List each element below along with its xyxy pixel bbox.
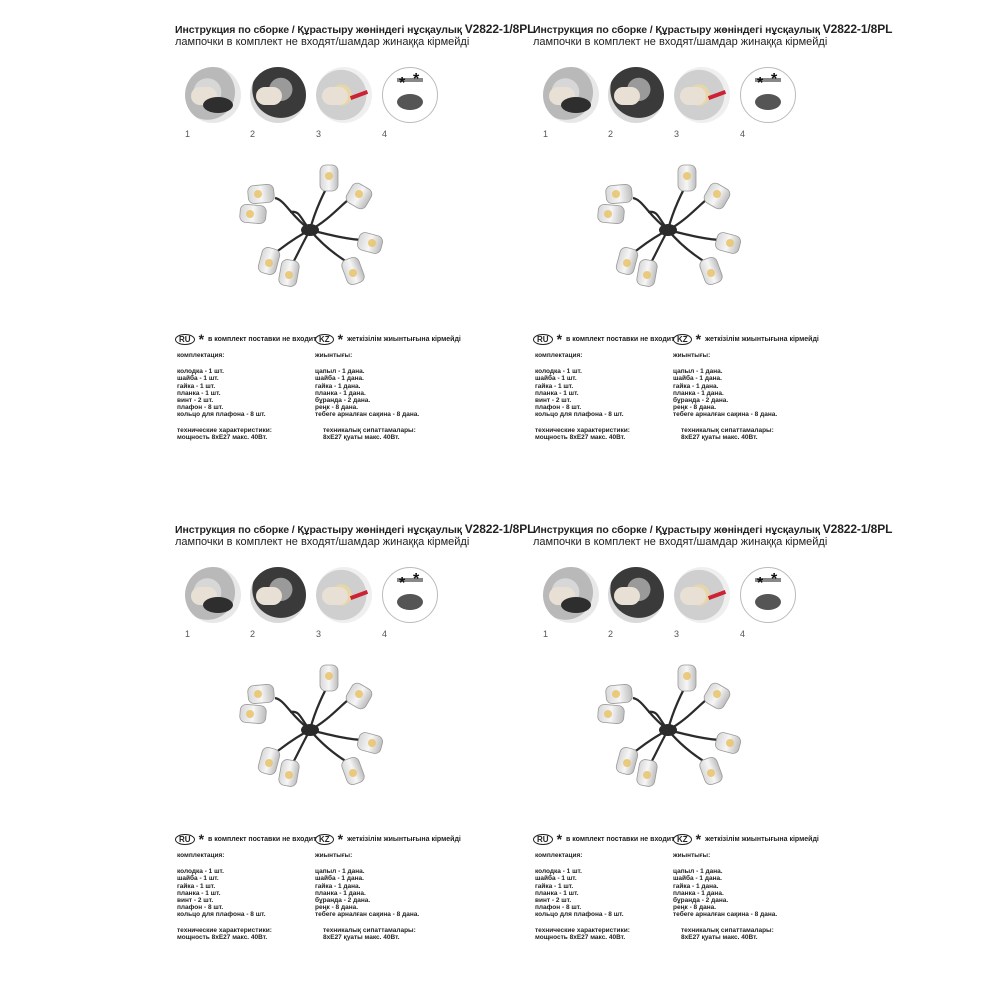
assembly-steps [543, 67, 778, 152]
list-item: планка - 1 шт. [177, 389, 221, 397]
ru-not-included-legend [533, 332, 675, 346]
assembly-steps [185, 567, 420, 652]
title-text: Инструкция по сборке / Құрастыру жөніндегі нұсқаулық [175, 24, 462, 36]
kz-tech-value: 8xE27 қуаты макс. 40Вт. [323, 433, 400, 441]
ru-flag-badge: RU [533, 834, 553, 845]
ru-contents-list [535, 852, 630, 941]
list-item: планка - 1 шт. [177, 889, 221, 897]
step-number: 1 [185, 129, 191, 139]
list-item: шайба - 1 шт. [535, 375, 577, 383]
step-number: 3 [674, 629, 680, 639]
title-text: Инструкция по сборке / Құрастыру жөніндегі нұсқаулық [533, 24, 820, 36]
kz-contents-list [673, 352, 777, 441]
title-text: Инструкция по сборке / Құрастыру жөніндегі нұсқаулық [533, 524, 820, 536]
kz-not-included-legend [315, 832, 461, 846]
asterisk-icon: * [337, 831, 344, 847]
list-item: планка - 1 шт. [535, 889, 579, 897]
step-photo-3 [316, 67, 372, 123]
list-item: реңк - 8 дана. [315, 904, 359, 912]
ru-contents-heading: комплектация: [177, 852, 225, 859]
asterisk-icon: * [198, 831, 205, 847]
kz-tech-value: 8xE27 қуаты макс. 40Вт. [323, 933, 400, 941]
step-photo-2 [250, 67, 306, 123]
step-number: 1 [543, 129, 549, 139]
step-number: 4 [382, 629, 388, 639]
list-item: гайка - 1 дана. [673, 882, 719, 890]
kz-note: жеткізілім жиынтығына кірмейді [347, 335, 461, 343]
instruction-sheet [533, 522, 1000, 962]
step-photo-4 [740, 567, 796, 623]
ru-tech-heading: технические характеристики: [535, 926, 630, 934]
step-photo-4 [382, 67, 438, 123]
ru-tech-value: мощность 8xE27 макс. 40Вт. [535, 433, 626, 441]
step-number: 4 [740, 629, 746, 639]
list-item: плафон - 8 шт. [535, 904, 582, 912]
chandelier-illustration [230, 660, 390, 790]
list-item: шайба - 1 шт. [177, 375, 219, 383]
asterisk-icon: * [556, 331, 563, 347]
list-item: колодка - 1 шт. [177, 368, 224, 376]
list-item: тебеге арналған сақина - 8 дана. [673, 411, 778, 419]
step-photo-1 [185, 67, 241, 123]
ru-note: в комплект поставки не входит [208, 335, 317, 343]
hand-icon [322, 87, 348, 105]
list-item: планка - 1 дана. [315, 889, 366, 897]
kz-tech-heading: техникалық сипаттамалары: [681, 426, 774, 434]
step-number: 2 [608, 629, 614, 639]
chandelier-illustration [588, 660, 748, 790]
kz-not-included-legend [673, 832, 819, 846]
step-number: 2 [250, 629, 256, 639]
kz-tech-value: 8xE27 қуаты макс. 40Вт. [681, 933, 758, 941]
title-text: Инструкция по сборке / Құрастыру жөніндегі нұсқаулық [175, 524, 462, 536]
ru-contents-heading: комплектация: [177, 352, 225, 359]
list-item: шайба - 1 дана. [673, 375, 722, 383]
base-plate-icon [203, 597, 233, 613]
list-item: реңк - 8 дана. [673, 404, 717, 412]
list-item: винт - 2 шт. [535, 897, 572, 905]
kz-note: жеткізілім жиынтығына кірмейді [705, 335, 819, 343]
kz-contents-list [673, 852, 777, 941]
ru-contents-list [177, 852, 272, 941]
sheet-title [175, 22, 534, 36]
list-item: кольцо для плафона - 8 шт. [177, 411, 266, 419]
instruction-sheet [533, 22, 1000, 462]
sheet-title [175, 522, 534, 536]
kz-tech-heading: техникалық сипаттамалары: [681, 926, 774, 934]
hand-icon [256, 87, 282, 105]
base-plate-icon [561, 597, 591, 613]
step-photo-3 [674, 567, 730, 623]
list-item: гайка - 1 шт. [177, 882, 216, 890]
kz-flag-badge: KZ [315, 334, 334, 345]
ru-contents-heading: комплектация: [535, 852, 583, 859]
hand-icon [256, 587, 282, 605]
kz-contents-list [315, 352, 419, 441]
list-item: бұранда - 2 дана. [673, 897, 729, 905]
list-item: плафон - 8 шт. [177, 904, 224, 912]
bulbs-not-included-note: лампочки в комплект не входят/шамдар жинаққа кірмейді [175, 536, 470, 548]
step-photo-1 [543, 67, 599, 123]
list-item: гайка - 1 шт. [177, 382, 216, 390]
list-item: цапыл - 1 дана. [315, 868, 365, 876]
asterisk-icon: * [413, 71, 420, 88]
step-number: 1 [185, 629, 191, 639]
ru-tech-heading: технические характеристики: [535, 426, 630, 434]
ru-tech-value: мощность 8xE27 макс. 40Вт. [535, 933, 626, 941]
ru-not-included-legend [175, 332, 317, 346]
ru-contents-list [535, 352, 630, 441]
wire-icon [708, 590, 726, 600]
list-item: гайка - 1 шт. [535, 882, 574, 890]
ru-note: в комплект поставки не входит [566, 335, 675, 343]
kz-contents-heading: жиынтығы: [315, 352, 353, 359]
kz-flag-badge: KZ [673, 334, 692, 345]
sheet-title [533, 22, 892, 36]
ru-flag-badge: RU [175, 834, 195, 845]
model-number: V2822-1/8PL [822, 522, 893, 536]
ru-tech-value: мощность 8xE27 макс. 40Вт. [177, 933, 268, 941]
ru-contents-list [177, 352, 272, 441]
list-item: гайка - 1 дана. [315, 882, 361, 890]
step-photo-3 [316, 567, 372, 623]
hand-icon [680, 87, 706, 105]
wire-icon [350, 590, 368, 600]
kz-contents-heading: жиынтығы: [673, 852, 711, 859]
asterisk-icon: * [757, 75, 764, 92]
asterisk-icon: * [695, 331, 702, 347]
bulbs-not-included-note: лампочки в комплект не входят/шамдар жинаққа кірмейді [533, 36, 828, 48]
step-number: 2 [250, 129, 256, 139]
step-number: 4 [382, 129, 388, 139]
list-item: шайба - 1 дана. [315, 375, 364, 383]
ru-contents-heading: комплектация: [535, 352, 583, 359]
list-item: цапыл - 1 дана. [673, 868, 723, 876]
assembly-steps [543, 567, 778, 652]
step-number: 1 [543, 629, 549, 639]
step-photo-2 [250, 567, 306, 623]
step-photo-1 [185, 567, 241, 623]
list-item: шайба - 1 шт. [535, 875, 577, 883]
canopy-icon [397, 594, 423, 610]
list-item: реңк - 8 дана. [673, 904, 717, 912]
list-item: шайба - 1 шт. [177, 875, 219, 883]
step-photo-4 [740, 67, 796, 123]
list-item: колодка - 1 шт. [535, 868, 582, 876]
ru-note: в комплект поставки не входит [208, 835, 317, 843]
ru-tech-heading: технические характеристики: [177, 926, 272, 934]
list-item: тебеге арналған сақина - 8 дана. [315, 411, 420, 419]
asterisk-icon: * [771, 571, 778, 588]
ru-flag-badge: RU [175, 334, 195, 345]
bulbs-not-included-note: лампочки в комплект не входят/шамдар жинаққа кірмейді [533, 536, 828, 548]
list-item: планка - 1 дана. [315, 389, 366, 397]
list-item: гайка - 1 дана. [673, 382, 719, 390]
model-number: V2822-1/8PL [822, 22, 893, 36]
hand-icon [680, 587, 706, 605]
canopy-icon [755, 94, 781, 110]
list-item: реңк - 8 дана. [315, 404, 359, 412]
hand-icon [322, 587, 348, 605]
kz-flag-badge: KZ [315, 834, 334, 845]
list-item: кольцо для плафона - 8 шт. [177, 911, 266, 919]
list-item: кольцо для плафона - 8 шт. [535, 911, 624, 919]
step-photo-2 [608, 67, 664, 123]
asterisk-icon: * [771, 71, 778, 88]
list-item: бұранда - 2 дана. [673, 397, 729, 405]
kz-contents-heading: жиынтығы: [673, 352, 711, 359]
sheet-title [533, 522, 892, 536]
kz-contents-list [315, 852, 419, 941]
list-item: тебеге арналған сақина - 8 дана. [315, 911, 420, 919]
step-photo-4 [382, 567, 438, 623]
asterisk-icon: * [337, 331, 344, 347]
kz-contents-heading: жиынтығы: [315, 852, 353, 859]
ru-note: в комплект поставки не входит [566, 835, 675, 843]
step-number: 2 [608, 129, 614, 139]
canopy-icon [397, 94, 423, 110]
kz-tech-heading: техникалық сипаттамалары: [323, 926, 416, 934]
kz-tech-heading: техникалық сипаттамалары: [323, 426, 416, 434]
list-item: плафон - 8 шт. [177, 404, 224, 412]
chandelier-illustration [588, 160, 748, 290]
kz-not-included-legend [315, 332, 461, 346]
ru-flag-badge: RU [533, 334, 553, 345]
asterisk-icon: * [198, 331, 205, 347]
ru-not-included-legend [175, 832, 317, 846]
list-item: шайба - 1 дана. [315, 875, 364, 883]
model-number: V2822-1/8PL [464, 522, 535, 536]
list-item: винт - 2 шт. [535, 397, 572, 405]
step-photo-2 [608, 567, 664, 623]
list-item: колодка - 1 шт. [535, 368, 582, 376]
step-photo-1 [543, 567, 599, 623]
kz-note: жеткізілім жиынтығына кірмейді [705, 835, 819, 843]
kz-flag-badge: KZ [673, 834, 692, 845]
wire-icon [708, 90, 726, 100]
list-item: планка - 1 дана. [673, 889, 724, 897]
asterisk-icon: * [399, 575, 406, 592]
kz-not-included-legend [673, 332, 819, 346]
step-number: 3 [316, 129, 322, 139]
wire-icon [350, 90, 368, 100]
list-item: колодка - 1 шт. [177, 868, 224, 876]
step-number: 3 [316, 629, 322, 639]
base-plate-icon [203, 97, 233, 113]
kz-note: жеткізілім жиынтығына кірмейді [347, 835, 461, 843]
asterisk-icon: * [413, 571, 420, 588]
list-item: винт - 2 шт. [177, 897, 214, 905]
list-item: шайба - 1 дана. [673, 875, 722, 883]
step-number: 4 [740, 129, 746, 139]
list-item: планка - 1 шт. [535, 389, 579, 397]
step-photo-3 [674, 67, 730, 123]
ru-tech-value: мощность 8xE27 макс. 40Вт. [177, 433, 268, 441]
chandelier-illustration [230, 160, 390, 290]
kz-tech-value: 8xE27 қуаты макс. 40Вт. [681, 433, 758, 441]
asterisk-icon: * [556, 831, 563, 847]
list-item: планка - 1 дана. [673, 389, 724, 397]
hand-icon [614, 87, 640, 105]
step-number: 3 [674, 129, 680, 139]
list-item: бұранда - 2 дана. [315, 897, 371, 905]
asterisk-icon: * [399, 75, 406, 92]
bulbs-not-included-note: лампочки в комплект не входят/шамдар жинаққа кірмейді [175, 36, 470, 48]
ru-not-included-legend [533, 832, 675, 846]
list-item: цапыл - 1 дана. [315, 368, 365, 376]
list-item: винт - 2 шт. [177, 397, 214, 405]
base-plate-icon [561, 97, 591, 113]
model-number: V2822-1/8PL [464, 22, 535, 36]
assembly-steps [185, 67, 420, 152]
ru-tech-heading: технические характеристики: [177, 426, 272, 434]
list-item: кольцо для плафона - 8 шт. [535, 411, 624, 419]
asterisk-icon: * [757, 575, 764, 592]
hand-icon [614, 587, 640, 605]
list-item: тебеге арналған сақина - 8 дана. [673, 911, 778, 919]
list-item: цапыл - 1 дана. [673, 368, 723, 376]
canopy-icon [755, 594, 781, 610]
list-item: гайка - 1 шт. [535, 382, 574, 390]
asterisk-icon: * [695, 831, 702, 847]
list-item: гайка - 1 дана. [315, 382, 361, 390]
list-item: бұранда - 2 дана. [315, 397, 371, 405]
list-item: плафон - 8 шт. [535, 404, 582, 412]
